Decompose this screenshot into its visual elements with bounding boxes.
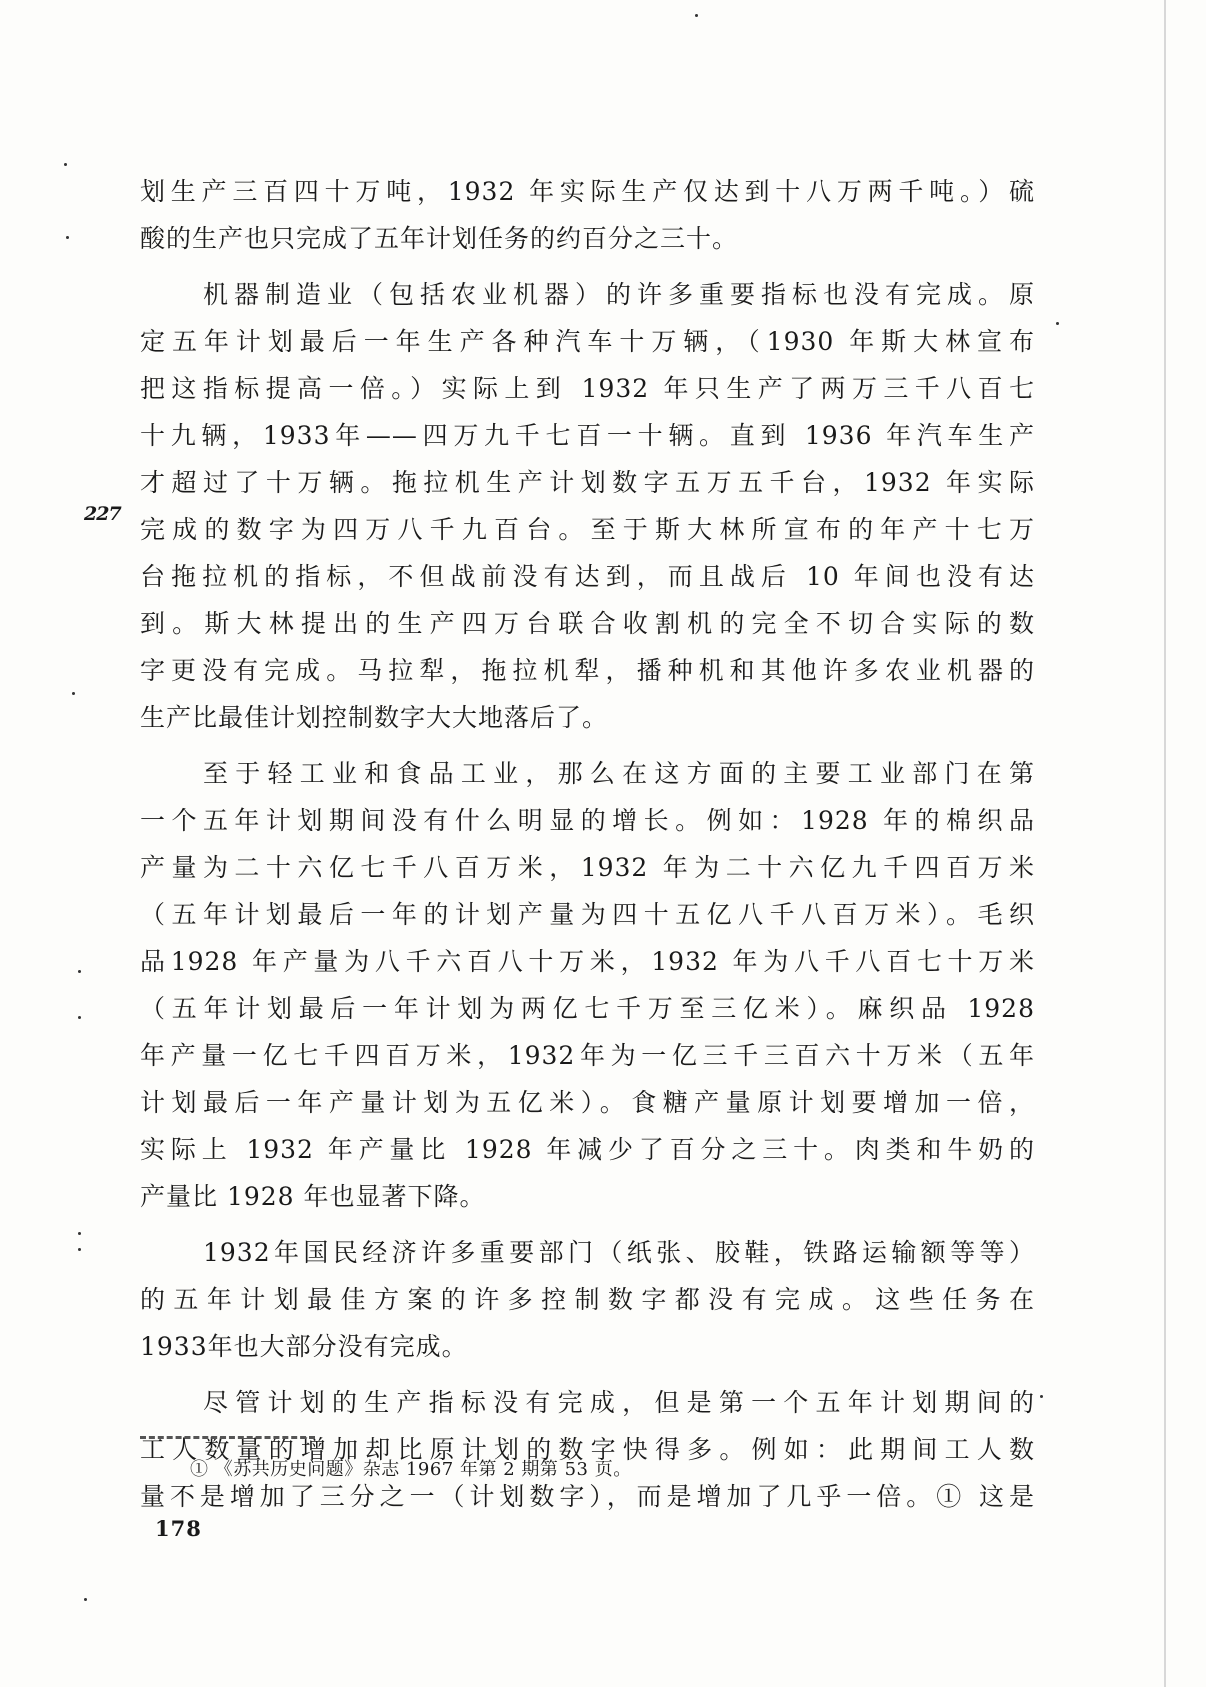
text-line: 产量为二十六亿七千八百万米，1932 年为二十六亿九千四百万米 xyxy=(140,853,1035,882)
text-line: 1933年也大部分没有完成。 xyxy=(140,1332,468,1361)
margin-page-reference: 227 xyxy=(84,503,121,525)
body-text xyxy=(140,168,1035,1520)
text-line: 一个五年计划期间没有什么明显的增长。例如：1928 年的棉织品 xyxy=(140,806,1035,835)
scan-speck xyxy=(1056,322,1059,325)
page-edge-shadow xyxy=(1164,0,1166,1687)
text-line: 十九辆，1933年——四万九千七百一十辆。直到 1936 年汽车生产 xyxy=(140,421,1035,450)
scan-speck xyxy=(72,692,75,695)
text-line: 定五年计划最后一年生产各种汽车十万辆，（1930 年斯大林宣布 xyxy=(140,327,1035,356)
text-line: （五年计划最后一年计划为两亿七千万至三亿米）。麻织品 1928 xyxy=(140,994,1035,1023)
text-line: 计划最后一年产量计划为五亿米）。食糖产量原计划要增加一倍， xyxy=(140,1088,1035,1117)
paragraph-start-line: 1932年国民经济许多重要部门（纸张、胶鞋，铁路运输额等等） xyxy=(203,1238,1035,1267)
scan-speck xyxy=(66,236,69,239)
footnote-divider xyxy=(140,1436,315,1439)
page-number: 178 xyxy=(155,1516,202,1541)
text-line: 到。斯大林提出的生产四万台联合收割机的完全不切合实际的数 xyxy=(140,609,1035,638)
text-line: 把这指标提高一倍。）实际上到 1932 年只生产了两万三千八百七 xyxy=(140,374,1035,403)
scan-speck xyxy=(78,1248,81,1251)
scan-speck xyxy=(64,163,67,166)
footnote: ① 《苏共历史问题》杂志 1967 年第 2 期第 53 页。 xyxy=(190,1459,632,1480)
text-line: 完成的数字为四万八千九百台。至于斯大林所宣布的年产十七万 xyxy=(140,515,1035,544)
scan-speck xyxy=(78,1232,81,1235)
text-line: 才超过了十万辆。拖拉机生产计划数字五万五千台，1932 年实际 xyxy=(140,468,1035,497)
text-line: 工人数量的增加却比原计划的数字快得多。例如：此期间工人数 xyxy=(140,1435,1035,1464)
text-line: 的五年计划最佳方案的许多控制数字都没有完成。这些任务在 xyxy=(140,1285,1035,1314)
text-line: 台拖拉机的指标，不但战前没有达到，而且战后 10 年间也没有达 xyxy=(140,562,1035,591)
text-line: 量不是增加了三分之一（计划数字），而是增加了几乎一倍。① 这是 xyxy=(140,1482,1035,1511)
text-line: 字更没有完成。马拉犁，拖拉机犁，播种机和其他许多农业机器的 xyxy=(140,656,1035,685)
text-line: 酸的生产也只完成了五年计划任务的约百分之三十。 xyxy=(140,224,739,253)
text-line: 划生产三百四十万吨，1932 年实际生产仅达到十八万两千吨。）硫 xyxy=(140,177,1035,206)
paragraph-start-line: 尽管计划的生产指标没有完成，但是第一个五年计划期间的 xyxy=(203,1388,1035,1417)
text-line: 生产比最佳计划控制数字大大地落后了。 xyxy=(140,703,609,732)
text-line: 实际上 1932 年产量比 1928 年减少了百分之三十。肉类和牛奶的 xyxy=(140,1135,1035,1164)
text-line: 产量比 1928 年也显著下降。 xyxy=(140,1182,486,1211)
scan-speck xyxy=(78,1016,81,1019)
paragraph-start-line: 至于轻工业和食品工业，那么在这方面的主要工业部门在第 xyxy=(203,759,1035,788)
scan-speck xyxy=(1040,1395,1043,1398)
text-line: 年产量一亿七千四百万米，1932年为一亿三千三百六十万米（五年 xyxy=(140,1041,1035,1070)
scan-speck xyxy=(78,970,81,973)
scan-speck xyxy=(84,1598,87,1601)
text-line: （五年计划最后一年的计划产量为四十五亿八千八百万米）。毛织 xyxy=(140,900,1035,929)
paragraph-start-line: 机器制造业（包括农业机器）的许多重要指标也没有完成。原 xyxy=(203,280,1035,309)
scan-speck xyxy=(695,14,698,17)
text-line: 品1928 年产量为八千六百八十万米，1932 年为八千八百七十万米 xyxy=(140,947,1035,976)
